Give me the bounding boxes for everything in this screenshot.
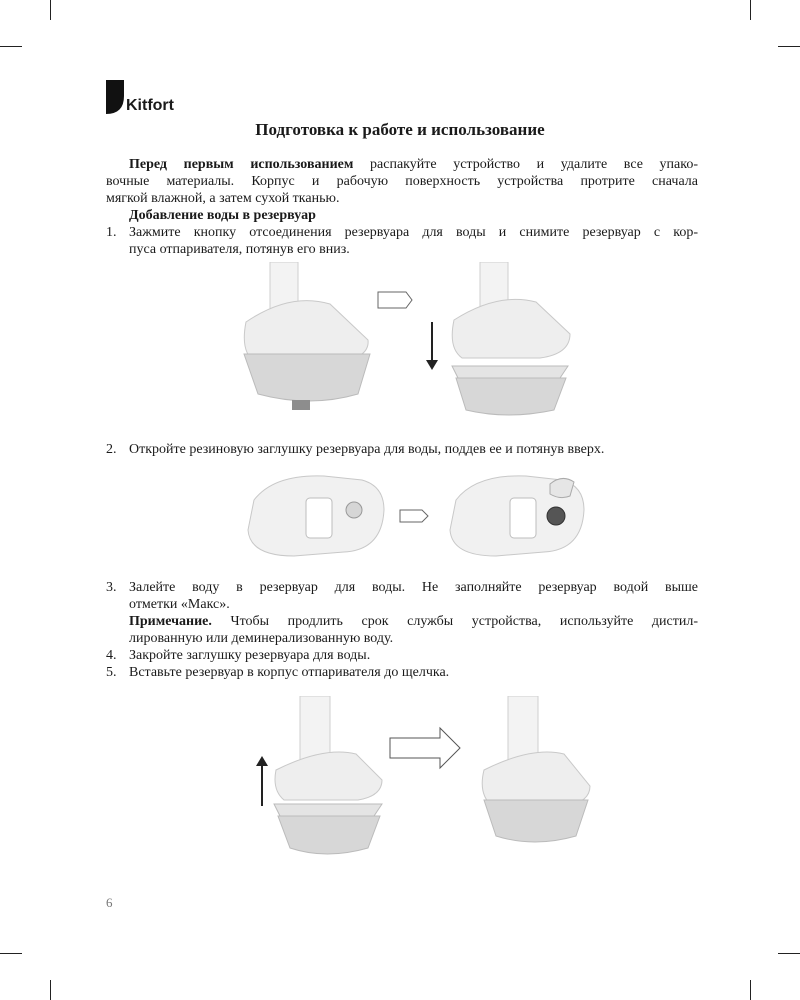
intro-lead: Перед первым использованием — [129, 157, 354, 172]
kitfort-logo-icon — [106, 80, 124, 114]
crop-mark — [778, 953, 800, 954]
figure-insert-tank — [254, 696, 594, 860]
figure-remove-tank — [230, 262, 590, 422]
crop-mark — [0, 953, 22, 954]
step-text: Закройте заглушку резервуара для воды. — [129, 648, 371, 663]
page-title: Подготовка к работе и использование — [255, 120, 545, 139]
step-text: Зажмите кнопку отсоединения резервуара для воды и снимите резервуар с кор- — [129, 225, 698, 240]
intro-line-3: мягкой влажной, а затем сухой тканью. — [106, 191, 340, 206]
figure-open-plug — [244, 470, 588, 562]
section-heading: Добавление воды в резервуар — [129, 208, 316, 223]
step-text: пуса отпаривателя, потянув его вниз. — [129, 242, 350, 257]
step-number: 3. — [106, 580, 117, 595]
brand-name: Kitfort — [126, 97, 174, 114]
crop-mark — [750, 0, 751, 20]
step-text: отметки «Макс». — [129, 597, 230, 612]
intro-line-2: вочные материалы. Корпус и рабочую поверхность устройства протрите сначала — [106, 174, 698, 189]
page-number: 6 — [106, 895, 113, 910]
note-line-1 — [129, 613, 698, 630]
crop-mark — [50, 980, 51, 1000]
step-text: Залейте воду в резервуар для воды. Не заполняйте резервуар водой выше — [129, 580, 698, 595]
step-text: Вставьте резервуар в корпус отпаривателя до щелчка. — [129, 665, 450, 680]
crop-mark — [50, 0, 51, 20]
step-number: 4. — [106, 648, 117, 663]
crop-mark — [778, 46, 800, 47]
intro-rest: распакуйте устройство и удалите все упако- — [353, 157, 699, 172]
note-text: Чтобы продлить срок службы устройства, используйте дистил- — [211, 614, 698, 629]
note-label: Примечание. — [129, 614, 212, 629]
step-number: 5. — [106, 665, 117, 680]
brand-logo — [106, 80, 174, 114]
crop-mark — [0, 46, 22, 47]
intro-line-1 — [106, 156, 698, 173]
note-line-2: лированную или деминерализованную воду. — [129, 631, 394, 646]
crop-mark — [750, 980, 751, 1000]
step-number: 1. — [106, 225, 117, 240]
step-number: 2. — [106, 442, 117, 457]
step-text: Откройте резиновую заглушку резервуара для воды, поддев ее и потянув вверх. — [129, 442, 605, 457]
